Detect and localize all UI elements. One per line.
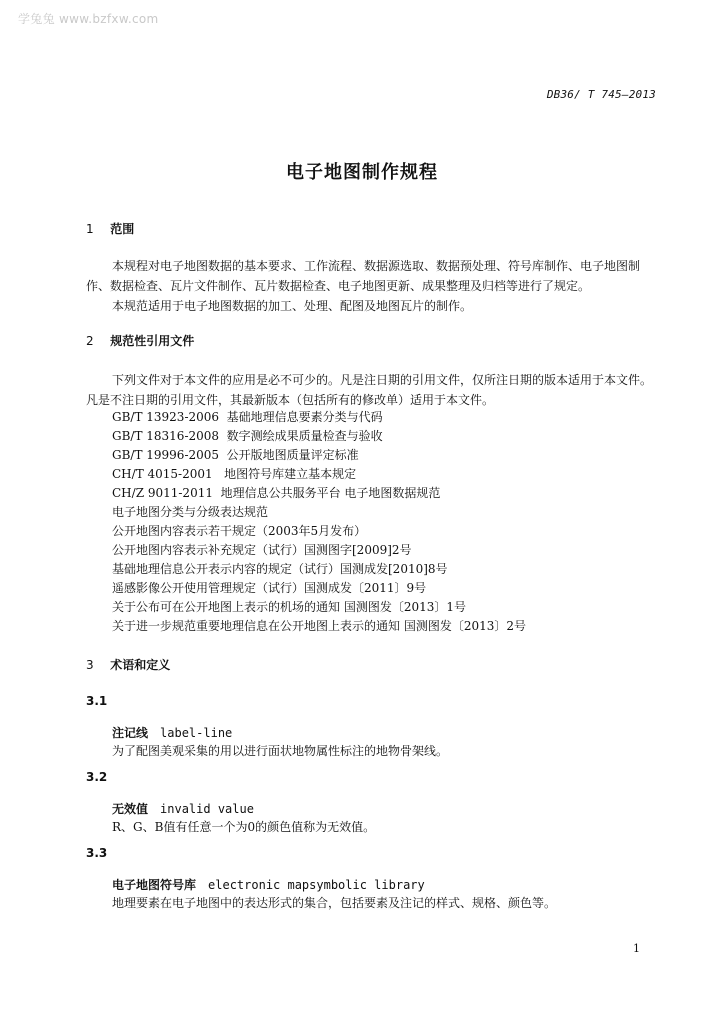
section-heading-normative-references bbox=[86, 332, 194, 349]
section-heading-scope bbox=[86, 220, 134, 237]
reference-item: CH/Z 9011-2011 地理信息公共服务平台 电子地图数据规范 bbox=[112, 486, 441, 500]
reference-item: 关于公布可在公开地图上表示的机场的通知 国测图发〔2013〕1号 bbox=[112, 600, 466, 614]
section-number: 3 bbox=[86, 658, 94, 672]
term-definition: 地理要素在电子地图中的表达形式的集合，包括要素及注记的样式、规格、颜色等。 bbox=[112, 896, 557, 910]
term-english: electronic mapsymbolic library bbox=[208, 878, 425, 892]
term-heading bbox=[112, 724, 232, 741]
section-title: 规范性引用文件 bbox=[110, 334, 195, 348]
reference-item: CH/T 4015-2001 地图符号库建立基本规定 bbox=[112, 467, 357, 481]
term-number: 3.1 bbox=[86, 694, 108, 708]
scope-paragraph-2: 本规范适用于电子地图数据的加工、处理、配图及地图瓦片的制作。 bbox=[112, 299, 473, 313]
reference-item: 遥感影像公开使用管理规定（试行）国测成发〔2011〕9号 bbox=[112, 581, 427, 595]
term-chinese: 无效值 bbox=[112, 802, 149, 816]
term-english: label-line bbox=[160, 726, 233, 740]
section-heading-terms bbox=[86, 656, 170, 673]
term-english: invalid value bbox=[160, 802, 254, 816]
reference-item: 关于进一步规范重要地理信息在公开地图上表示的通知 国测图发〔2013〕2号 bbox=[112, 619, 526, 633]
normative-intro-paragraph: 下列文件对于本文件的应用是必不可少的。凡是注日期的引用文件，仅所注日期的版本适用于本文件。凡是不注日期的引用文件，其最新版本（包括所有的修改单）适用于本文件。 bbox=[86, 373, 653, 407]
term-heading bbox=[112, 876, 425, 893]
term-chinese: 注记线 bbox=[112, 726, 149, 740]
reference-item: 公开地图内容表示补充规定（试行）国测图字[2009]2号 bbox=[112, 543, 412, 557]
reference-item: GB/T 18316-2008 数字测绘成果质量检查与验收 bbox=[112, 429, 383, 443]
section-number: 2 bbox=[86, 334, 94, 348]
reference-item: GB/T 19996-2005 公开版地图质量评定标准 bbox=[112, 448, 359, 462]
term-heading bbox=[112, 800, 254, 817]
term-number: 3.3 bbox=[86, 846, 108, 860]
section-title: 范围 bbox=[110, 222, 135, 236]
document-number: DB36/ T 745—2013 bbox=[546, 88, 656, 101]
term-definition: R、G、B值有任意一个为0的颜色值称为无效值。 bbox=[112, 820, 376, 834]
section-title: 术语和定义 bbox=[110, 658, 171, 672]
reference-item: GB/T 13923-2006 基础地理信息要素分类与代码 bbox=[112, 410, 383, 424]
term-chinese: 电子地图符号库 bbox=[112, 878, 197, 892]
reference-item: 基础地理信息公开表示内容的规定（试行）国测成发[2010]8号 bbox=[112, 562, 448, 576]
term-number: 3.2 bbox=[86, 770, 108, 784]
page-title: 电子地图制作规程 bbox=[286, 162, 438, 183]
reference-item: 电子地图分类与分级表达规范 bbox=[112, 505, 269, 519]
watermark: 学兔兔 www.bzfxw.com bbox=[18, 12, 159, 26]
scope-paragraph-1: 本规程对电子地图数据的基本要求、工作流程、数据源选取、数据预处理、符号库制作、电子地图制作、数据检查、瓦片文件制作、瓦片数据检查、电子地图更新、成果整理及归档等进行了规定。 bbox=[86, 259, 641, 293]
page-number: 1 bbox=[633, 942, 640, 955]
section-number: 1 bbox=[86, 222, 94, 236]
reference-item: 公开地图内容表示若干规定（2003年5月发布） bbox=[112, 524, 367, 538]
term-definition: 为了配图美观采集的用以进行面状地物属性标注的地物骨架线。 bbox=[112, 744, 449, 758]
